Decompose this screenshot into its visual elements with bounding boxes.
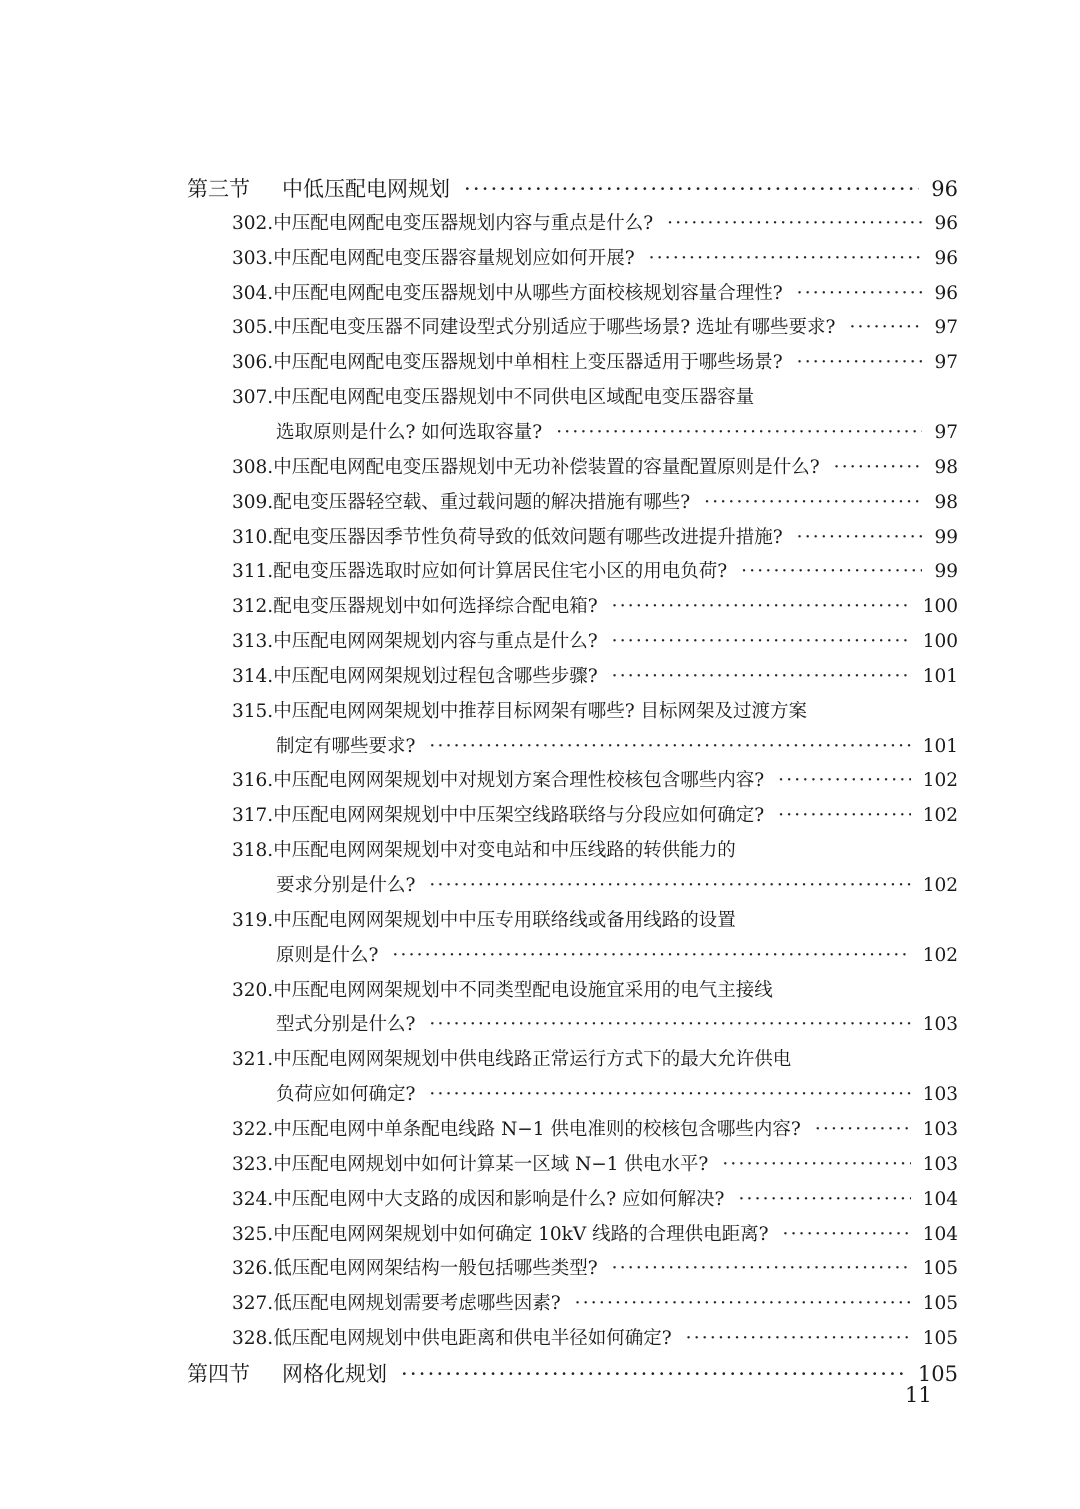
item-number: 310. [232,526,274,548]
toc-item-continuation [276,939,958,973]
item-page: 97 [934,317,958,339]
dot-leader [429,730,910,764]
item-number: 312. [232,596,274,618]
item-title: 配电变压器规划中如何选择综合配电箱? [273,596,598,618]
toc-item-row [232,1287,958,1321]
dot-leader [741,555,922,589]
item-page: 101 [922,665,958,687]
dot-leader [797,346,923,380]
item-number: 326. [232,1258,274,1280]
item-title: 配电变压器选取时应如何计算居民住宅小区的用电负荷? [273,561,728,583]
toc-item-row [232,346,958,380]
dot-leader [686,1322,911,1356]
section-label: 第四节 [187,1361,250,1386]
item-title: 低压配电网规划中供电距离和供电半径如何确定? [273,1328,672,1350]
item-number: 317. [232,805,274,827]
item-number: 324. [232,1188,274,1210]
dot-leader [612,625,911,659]
item-title: 中压配电网网架规划中对规划方案合理性校核包含哪些内容? [273,770,765,792]
toc-section-row [187,1357,958,1391]
item-number: 313. [232,631,274,653]
item-title: 中压配电网中大支路的成因和影响是什么? 应如何解决? [273,1188,725,1210]
dot-leader [704,486,922,520]
toc-item-row [232,207,958,241]
item-number: 302. [232,212,274,234]
dot-leader [612,590,911,624]
toc-item-row [232,799,958,833]
section-title: 中低压配电网规划 [282,177,450,201]
toc-item-row [232,1148,958,1182]
page-number: 11 [905,1383,932,1407]
dot-leader [556,416,922,450]
toc-item-row [232,660,958,694]
item-page: 98 [934,456,958,478]
item-number: 328. [232,1328,274,1350]
toc-item-continuation [276,730,958,764]
toc-section-row [187,172,958,206]
item-number: 308. [232,456,274,478]
item-page: 100 [922,596,958,618]
item-title: 中压配电网网架规划中推荐目标网架有哪些? 目标网架及过渡方案 [273,700,808,722]
item-number: 315. [232,700,274,722]
toc-item-row [232,1252,958,1286]
item-page: 103 [922,1118,958,1140]
item-title: 中压配电网网架规划内容与重点是什么? [273,631,598,653]
item-title-continued: 要求分别是什么? [276,875,416,896]
dot-leader [392,939,910,973]
item-number: 323. [232,1153,274,1175]
item-title: 中压配电网配电变压器规划中不同供电区域配电变压器容量 [273,387,755,409]
toc-item-row [232,242,958,276]
item-page: 102 [922,875,958,896]
section-label: 第三节 [187,177,250,201]
toc-item-row [232,834,958,868]
item-title: 低压配电网规划需要考虑哪些因素? [273,1293,561,1315]
item-title: 中压配电网网架规划中中压架空线路联络与分段应如何确定? [273,805,765,827]
toc-item-continuation [276,1078,958,1112]
item-page: 99 [934,526,958,548]
toc-item-row [232,1113,958,1147]
toc-item-row [232,311,958,345]
item-number: 321. [232,1049,274,1071]
item-number: 314. [232,665,274,687]
item-title: 中压配电网规划中如何计算某一区域 N−1 供电水平? [273,1153,709,1175]
item-page: 103 [922,1153,958,1175]
item-number: 319. [232,909,274,931]
item-page: 97 [934,352,958,374]
dot-leader [834,451,923,485]
item-number: 322. [232,1118,274,1140]
item-title: 中压配电网配电变压器容量规划应如何开展? [273,247,635,269]
toc-item-row [232,381,958,415]
toc-item-row [232,974,958,1008]
item-page: 96 [934,212,958,234]
item-title: 中压配电网中单条配电线路 N−1 供电准则的校核包含哪些内容? [273,1118,801,1140]
item-number: 305. [232,317,274,339]
dot-leader [797,521,923,555]
item-title-continued: 负荷应如何确定? [276,1084,416,1106]
item-title: 中压配电网配电变压器规划中从哪些方面校核规划容量合理性? [273,282,783,304]
toc-item-row [232,451,958,485]
item-number: 325. [232,1223,274,1245]
dot-leader [815,1113,911,1147]
section-title: 网格化规划 [282,1361,387,1386]
item-page: 99 [934,561,958,583]
dot-leader [401,1357,906,1391]
toc-item-row [232,625,958,659]
item-number: 316. [232,770,274,792]
dot-leader [429,869,910,903]
item-title-continued: 制定有哪些要求? [276,735,416,757]
dot-leader [778,799,911,833]
item-number: 320. [232,979,274,1001]
dot-leader [612,660,911,694]
item-page: 105 [922,1293,958,1315]
dot-leader [667,207,922,241]
toc-item-row [232,521,958,555]
item-page: 105 [922,1258,958,1280]
item-page: 103 [922,1084,958,1106]
dot-leader [649,242,923,276]
item-title: 中压配电网配电变压器规划中单相柱上变压器适用于哪些场景? [273,352,783,374]
item-page: 105 [922,1328,958,1350]
dot-leader [429,1008,910,1042]
item-number: 304. [232,282,274,304]
item-number: 327. [232,1293,274,1315]
toc-item-continuation [276,1008,958,1042]
item-title: 中压配电网配电变压器规划中无功补偿装置的容量配置原则是什么? [273,456,820,478]
toc-item-row [232,1183,958,1217]
section-page: 105 [917,1361,958,1386]
toc-item-row [232,590,958,624]
dot-leader [849,311,922,345]
item-page: 104 [922,1188,958,1210]
dot-leader [464,172,919,206]
dot-leader [722,1148,910,1182]
dot-leader [783,1218,911,1252]
toc-item-continuation [276,869,958,903]
item-title: 低压配电网网架结构一般包括哪些类型? [273,1258,598,1280]
toc-item-row [232,1218,958,1252]
item-page: 104 [922,1223,958,1245]
dot-leader [429,1078,910,1112]
item-page: 100 [922,631,958,653]
item-number: 318. [232,840,274,862]
dot-leader [778,764,911,798]
item-title: 中压配电网网架规划中中压专用联络线或备用线路的设置 [273,909,736,931]
item-page: 102 [922,805,958,827]
item-number: 307. [232,387,274,409]
item-title: 配电变压器轻空载、重过载问题的解决措施有哪些? [273,491,691,513]
item-page: 101 [922,735,958,757]
toc-item-row [232,555,958,589]
item-title-continued: 原则是什么? [276,944,379,966]
dot-leader [797,277,923,311]
dot-leader [738,1183,910,1217]
dot-leader [612,1252,911,1286]
item-title: 中压配电网网架规划中供电线路正常运行方式下的最大允许供电 [273,1049,792,1071]
item-title: 配电变压器因季节性负荷导致的低效问题有哪些改进提升措施? [273,526,783,548]
section-page: 96 [931,177,958,201]
item-number: 309. [232,491,274,513]
item-number: 303. [232,247,274,269]
item-title-continued: 选取原则是什么? 如何选取容量? [276,421,543,443]
item-title: 中压配电网网架规划中对变电站和中压线路的转供能力的 [273,840,736,862]
dot-leader [575,1287,911,1321]
item-title: 中压配电网网架规划中不同类型配电设施宜采用的电气主接线 [273,979,773,1001]
item-title-continued: 型式分别是什么? [276,1014,416,1036]
toc-item-row [232,764,958,798]
item-page: 96 [934,247,958,269]
item-number: 311. [232,561,274,583]
toc-item-row [232,1322,958,1356]
toc-item-row [232,904,958,938]
item-page: 102 [922,944,958,966]
item-title: 中压配电网网架规划中如何确定 10kV 线路的合理供电距离? [273,1223,769,1245]
item-page: 102 [922,770,958,792]
item-page: 97 [934,421,958,443]
item-title: 中压配电网配电变压器规划内容与重点是什么? [273,212,654,234]
item-page: 103 [922,1014,958,1036]
item-title: 中压配电网网架规划过程包含哪些步骤? [273,665,598,687]
toc-item-row [232,1043,958,1077]
toc-item-continuation [276,416,958,450]
item-number: 306. [232,352,274,374]
toc-item-row [232,277,958,311]
toc-item-row [232,486,958,520]
toc-item-row [232,695,958,729]
item-page: 98 [934,491,958,513]
item-page: 96 [934,282,958,304]
item-title: 中压配电变压器不同建设型式分别适应于哪些场景? 选址有哪些要求? [273,317,836,339]
